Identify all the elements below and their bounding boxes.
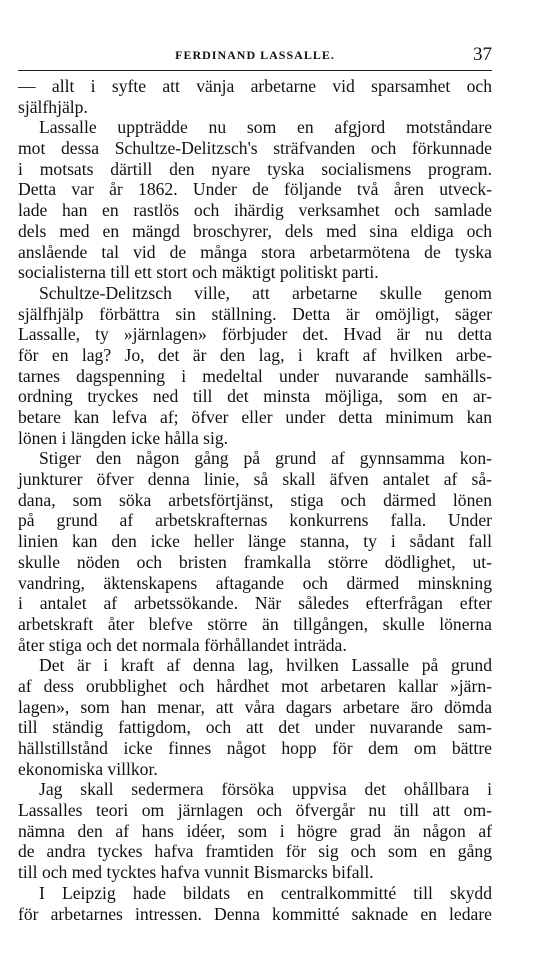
text-line: Stiger den någon gång på grund af gynnsamma kon- [39, 448, 492, 469]
body-text [18, 76, 492, 924]
text-line: Schultze-Delitzsch ville, att arbetarne skulle genom [39, 282, 492, 303]
text-line: till och med tycktes hafva vunnit Bismarcks bifall. [18, 862, 374, 883]
text-line: anslående tal vid de många stora arbetarmötena de tyska [18, 241, 492, 262]
text-line: Lassalle uppträdde nu som en afgjord motståndare [39, 117, 492, 138]
text-line: på grund af arbetskrafternas konkurrens falla. Under [18, 510, 492, 531]
text-line: vandring, äktenskapens aftagande och därmed minskning [18, 572, 492, 593]
text-line: socialisterna till ett stort och mäktigt politiskt parti. [18, 262, 379, 283]
page-number: 37 [473, 44, 492, 65]
text-line: af dess orubblighet och hårdhet mot arbetaren kallar »järn- [18, 675, 492, 696]
text-line: junkturer öfver denna linie, så skall äfven antalet af så- [18, 469, 492, 490]
text-line: till ständig fattigdom, och att det under nuvarande sam- [18, 717, 492, 738]
text-line: Det är i kraft af denna lag, hvilken Lassalle på grund [39, 655, 492, 676]
text-line: själfhjälp. [18, 96, 88, 117]
text-line: själfhjälp förbättra sin ställning. Detta är omöjligt, säger [18, 303, 492, 324]
text-line: — allt i syfte att vänja arbetarne vid sparsamhet och [18, 76, 492, 96]
text-line: i antalet af arbetssökande. När således efterfrågan efter [18, 593, 492, 614]
running-header [18, 44, 492, 66]
text-line: mot dessa Schultze-Delitzsch's sträfvanden och förkunnade [18, 138, 492, 159]
text-line: de andra tyckes hafva framtiden för sig och som en gång [18, 841, 492, 862]
text-line: dana, som söka arbetsförtjänst, stiga och därmed lönen [18, 489, 492, 510]
text-line: nämna den af hans idéer, som i högre grad än någon af [18, 820, 492, 841]
text-line: Jag skall sedermera försöka uppvisa det ohållbara i [39, 779, 492, 800]
text-line: linien kan den icke heller länge stanna, ty i sådant fall [18, 531, 492, 552]
text-line: lade han en rastlös och ihärdig verksamhet och samlade [18, 200, 492, 221]
text-line: tarnes dagspenning i medeltal under nuvarande samhälls- [18, 365, 492, 386]
header-rule [18, 70, 492, 71]
text-line: i motsats därtill den nyare tyska socialismens program. [18, 158, 492, 179]
text-line: lagen», som han menar, att våra dagars arbetare äro dömda [18, 696, 492, 717]
text-line: för en lag? Jo, det är den lag, i kraft af hvilken arbe- [18, 344, 492, 365]
text-line: skulle nöden och bristen framkalla större dödlighet, ut- [18, 551, 492, 572]
text-line: åter stiga och det normala förhållandet inträda. [18, 634, 347, 655]
text-line: arbetskraft åter blefve större än tillgången, skulle lönerna [18, 613, 492, 634]
running-title: FERDINAND LASSALLE. [175, 48, 335, 62]
text-line: Lassalle, ty »järnlagen» förbjuder det. Hvad är nu detta [18, 324, 492, 345]
text-line: Detta var år 1862. Under de följande två åren utveck- [18, 179, 492, 200]
text-line: ekonomiska villkor. [18, 758, 158, 779]
text-line: dels med en mängd broschyrer, dels med sina eldiga och [18, 220, 492, 241]
text-line: för arbetarnes intressen. Denna kommitté saknade en ledare [18, 903, 492, 924]
text-line: lönen i längden icke hålla sig. [18, 427, 229, 448]
text-line: I Leipzig hade bildats en centralkommitté till skydd [39, 882, 492, 903]
text-line: betare kan lefva af; öfver eller under detta minimum kan [18, 407, 492, 427]
text-line: Lassalles teori om järnlagen och öfvergår nu till att om- [18, 800, 492, 821]
text-line: ordning tryckes ned till det minsta möjliga, som en ar- [18, 386, 492, 407]
text-line: hällstillstånd icke finnes något hopp för dem om bättre [18, 738, 492, 758]
